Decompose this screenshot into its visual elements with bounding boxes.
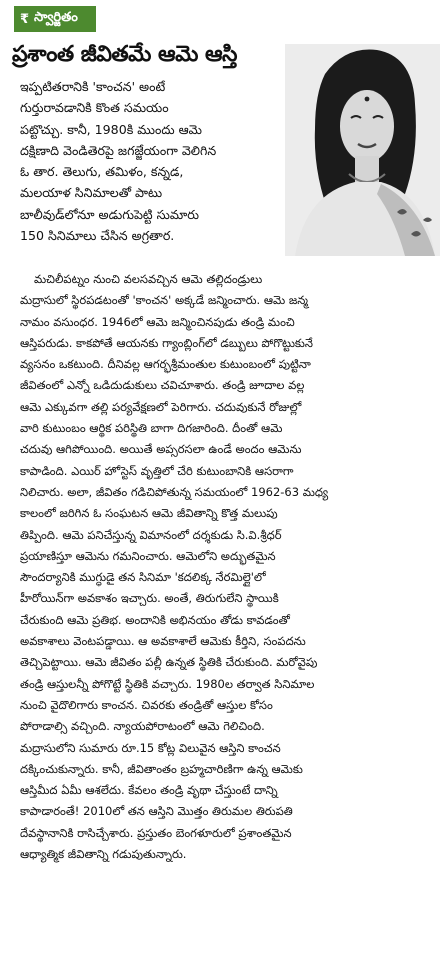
body-line: మద్రాసులోని సుమారు రూ.15 కోట్ల విలువైన ఆస్తిని కాంచన	[20, 740, 281, 755]
body-line: కాపాడింది. ఎయిర్ హోస్టెస్ వృత్తిలో చేరి కుటుంబానికి ఆసరాగా	[20, 463, 294, 478]
body-line: మద్రాసులో స్థిరపడటంతో 'కాంచన' అక్కడే జన్మించారు. ఆమె జన్మ	[20, 293, 309, 308]
body-line: కాపాడారంతే! 2010లో తన ఆస్తిని మొత్తం తిరుమల తిరుపతి	[20, 804, 293, 819]
intro-line: 150 సినిమాలు చేసిన అగ్రతార.	[20, 228, 175, 244]
intro-text	[20, 76, 282, 246]
body-line: దక్కించుకున్నారు. కానీ, జీవితాంతం బ్రహ్మచారిణిగా ఉన్న ఆమెకు	[20, 761, 303, 776]
body-line: ఆమె ఎక్కువగా తల్లి పర్యవేక్షణలో పెరిగారు. చదువుకునే రోజుల్లో	[20, 399, 302, 414]
body-line: నిలిచారు. అలా, జీవితం గడిచిపోతున్న సమయంలో 1962-63 మధ్య	[20, 484, 329, 499]
intro-line: మలయాళ సినిమాలతో పాటు	[20, 185, 163, 201]
body-line: ఆస్తిమీద ఏమీ ఆశలేదు. కేవలం తండ్రి వృథా చేస్తుంటే దాన్ని	[20, 783, 278, 798]
body-line: నామం వసుంధర. 1946లో ఆమె జన్మించినపుడు తండ్రి మంచి	[20, 314, 295, 329]
article-body	[20, 269, 440, 865]
intro-line: గుర్తురావడానికి కొంత సమయం	[20, 100, 169, 116]
body-line: తిప్పింది. ఆమె పనిచేస్తున్న విమానంలో దర్శకుడు సి.వి.శ్రీధర్	[20, 527, 282, 542]
body-line: ఆస్తిపరుడు. కాకపోతే ఆయనకు గ్యాంబ్లింగ్‌లో డబ్బులు పోగొట్టుకునే	[20, 335, 313, 350]
body-line: కాలంలో జరిగిన ఓ సంఘటన ఆమె జీవితాన్ని కొత్త మలుపు	[20, 506, 278, 521]
body-line: జీవితంలో ఎన్నో ఒడిదుడుకులు చవిచూశారు. తండ్రి జూదాల వల్ల	[20, 378, 305, 393]
rupee-icon: ₹	[20, 11, 30, 27]
body-line: అవకాశాలు వెంటపడ్డాయి. ఆ అవకాశాలే ఆమెకు కీర్తిని, సంపదను	[20, 634, 306, 649]
intro-line: దక్షిణాది వెండితెరపై జగజ్జేయంగా వెలిగిన	[20, 142, 217, 158]
body-line: ఆధ్యాత్మిక జీవితాన్ని గడుపుతున్నారు.	[20, 847, 187, 862]
body-line: దేవస్థానానికి రాసిచ్చేశారు. ప్రస్తుతం బెంగళూరులో ప్రశాంతమైన	[20, 825, 292, 840]
intro-line: ఓ తార. తెలుగు, తమిళం, కన్నడ,	[20, 164, 184, 180]
body-line: ప్రయాణిస్తూ ఆమెను గమనించారు. ఆమెలోని అద్భుతమైన	[20, 548, 276, 563]
body-line: మచిలీపట్నం నుంచి వలసవచ్చిన ఆమె తల్లిదండ్రులు	[34, 272, 263, 286]
body-line: నుంచి వైదొలిగారు కాంచన. చివరకు తండ్రితో ఆస్తుల కోసం	[20, 697, 273, 712]
body-line: హీరోయిన్‌గా అవకాశం ఇచ్చారు. అంతే, తిరుగులేని స్థాయికి	[20, 591, 279, 606]
section-tag	[14, 6, 96, 32]
body-line: వ్యసనం ఒకటుంది. దీనివల్ల ఆగర్భశ్రీమంతుల కుటుంబంలో పుట్టినా	[20, 357, 311, 372]
intro-line: బాలీవుడ్‌లోనూ అడుగుపెట్టి సుమారు	[20, 206, 200, 222]
body-line: చేరుకుంది ఆమె ప్రతిభ. అందానికి అభినయం తోడు కావడంతో	[20, 612, 290, 627]
body-line: తండ్రి ఆస్తులన్నీ పోగొట్టే స్థితికి వచ్చారు. 1980ల తర్వాత సినిమాల	[20, 676, 315, 691]
article-title: ప్రశాంత జీవితమే ఆమె ఆస్తి	[12, 42, 238, 67]
intro-line: పట్టొచ్చు. కానీ, 1980కి ముందు ఆమె	[20, 121, 202, 137]
intro-line: ఇప్పటితరానికి 'కాంచన' అంటే	[20, 79, 166, 94]
section-label: స్వార్జితం	[34, 10, 78, 25]
portrait-photo	[285, 44, 440, 256]
body-line: పోరాడాల్సి వచ్చింది. న్యాయపోరాటంలో ఆమె గెలిచింది.	[20, 719, 265, 734]
body-line: వారి కుటుంబం ఆర్థిక పరిస్థితి బాగా దిగజారింది. దీంతో ఆమె	[20, 421, 283, 436]
body-line: సౌందర్యానికి ముగ్ధుడై తన సినిమా 'కదలిక్క నేరమిల్లై'లో	[20, 570, 266, 585]
body-line: చదువు ఆగిపోయింది. అయితే అప్సరసలా ఉండే అందం ఆమెను	[20, 442, 302, 457]
body-line: తెచ్చిపెట్టాయి. ఆమె జీవితం పల్లీ ఉన్నత స్థితికి చేరుకుంది. మరోవైపు	[20, 655, 318, 670]
